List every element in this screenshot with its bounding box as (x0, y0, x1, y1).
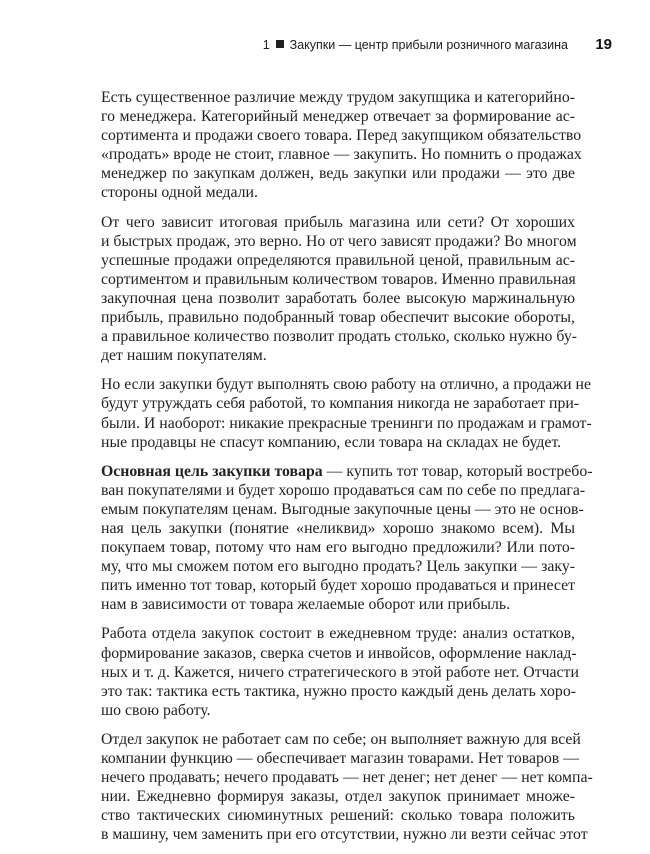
text-line: ная цель закупки (понятие «неликвид» хорошо знакомо всем). Мы (101, 519, 575, 537)
text-line: ство тактических сиюминутных решений: сколько товара положить (101, 807, 575, 825)
paragraph-5 (101, 624, 579, 719)
text-line: нечего продавать; нечего продавать — нет денег; нет денег — нет компа- (101, 769, 593, 787)
text-line: в машину, чем заменить при его отсутствии, нужно ли везти сейчас этот (101, 826, 588, 844)
text-line: От чего зависит итоговая прибыль магазина или сети? От хороших (101, 213, 575, 231)
text-line: ных и т. д. Кажется, ничего стратегического в этой работе нет. Отчасти (101, 663, 579, 681)
text-line: му, что мы сможем потом его выгодно продать? Цель закупки — заку- (101, 558, 575, 576)
text-line (101, 462, 593, 481)
text-line: компании функцию — обеспечивает магазин товарами. Нет товаров — (101, 750, 579, 767)
text-line: пить именно тот товар, который будет хорошо продаваться и принесет (101, 577, 575, 595)
text-line: будут утруждать себя работой, то компания никогда не заработает при- (101, 395, 580, 413)
text-line: дет нашим покупателям. (101, 347, 267, 365)
chapter-title: Закупки — центр прибыли розничного магазина (289, 38, 568, 52)
text-line: и быстрых продаж, это верно. Но от чего зависят продажи? Во многом (101, 232, 577, 250)
text-line: Работа отдела закупок состоит в ежедневном труде: анализ остатков, (101, 625, 575, 643)
running-header (40, 37, 612, 57)
paragraph-6 (101, 730, 593, 845)
bold-lead-phrase: Основная цель закупки товара (101, 462, 323, 480)
paragraph-4 (101, 462, 593, 615)
text-line: закупочная цена позволит заработать более высокую маржинальную (101, 289, 575, 307)
text-line: Есть существенное различие между трудом закупщика и категорийно- (101, 89, 575, 106)
text-line: это так: тактика есть тактика, нужно просто каждый день делать хоро- (101, 682, 576, 700)
text-line: Но если закупки будут выполнять свою работу на отлично, а продажи не (101, 376, 592, 394)
text-line: нам в зависимости от товара желаемые оборот или прибыль. (101, 596, 511, 614)
text-line: менеджер по закупкам должен, ведь закупки или продажи — это две (101, 165, 575, 183)
square-marker-icon (276, 40, 284, 48)
text-line: ные продавцы не спасут компанию, если товара на складах не будет. (101, 433, 562, 451)
text-line: шо свою работу. (101, 701, 211, 719)
text-line: формирование заказов, сверка счетов и инвойсов, оформление наклад- (101, 644, 577, 662)
text-line: сортиментом и правильным количеством товаров. Именно правильная (101, 270, 576, 288)
text-line: ван покупателями и будет хорошо продаваться сам по себе по предлага- (101, 481, 586, 499)
paragraph-2 (101, 213, 575, 366)
page-number: 19 (595, 36, 612, 53)
text-line: нии. Ежедневно формируя заказы, отдел закупок принимает множе- (101, 788, 575, 806)
text-line: прибыль, правильно подобранный товар обеспечит высокие обороты, (101, 309, 575, 327)
paragraph-3 (101, 375, 592, 451)
text-line: Отдел закупок не работает сам по себе; он выполняет важную для всей (101, 730, 581, 748)
body-text (101, 88, 593, 854)
text-line: емым покупателям ценам. Выгодные закупочные цены — это не основ- (101, 500, 584, 518)
text-line: стороны одной медали. (101, 184, 258, 202)
text-line: «продать» вроде не стоит, главное — закупить. Но помнить о продажах (101, 146, 582, 164)
text-line: успешные продажи определяются правильной ценой, правильным ас- (101, 251, 575, 269)
text-line: сортимента и продажи своего товара. Перед закупщиком обязательство (101, 127, 582, 145)
paragraph-1 (101, 88, 582, 203)
lead-continuation: — купить тот товар, который востребо- (322, 462, 593, 480)
chapter-number: 1 (262, 38, 270, 52)
text-line: го менеджера. Категорийный менеджер отвечает за формирование ас- (101, 108, 575, 126)
text-line: были. И наоборот: никакие прекрасные тренинги по продажам и грамот- (101, 414, 592, 432)
text-line: покупаем товар, потому что нам его выгодно предложили? Или пото- (101, 539, 575, 557)
text-line: а правильное количество позволит продать столько, сколько нужно бу- (101, 328, 577, 346)
chapter-heading (263, 37, 568, 53)
